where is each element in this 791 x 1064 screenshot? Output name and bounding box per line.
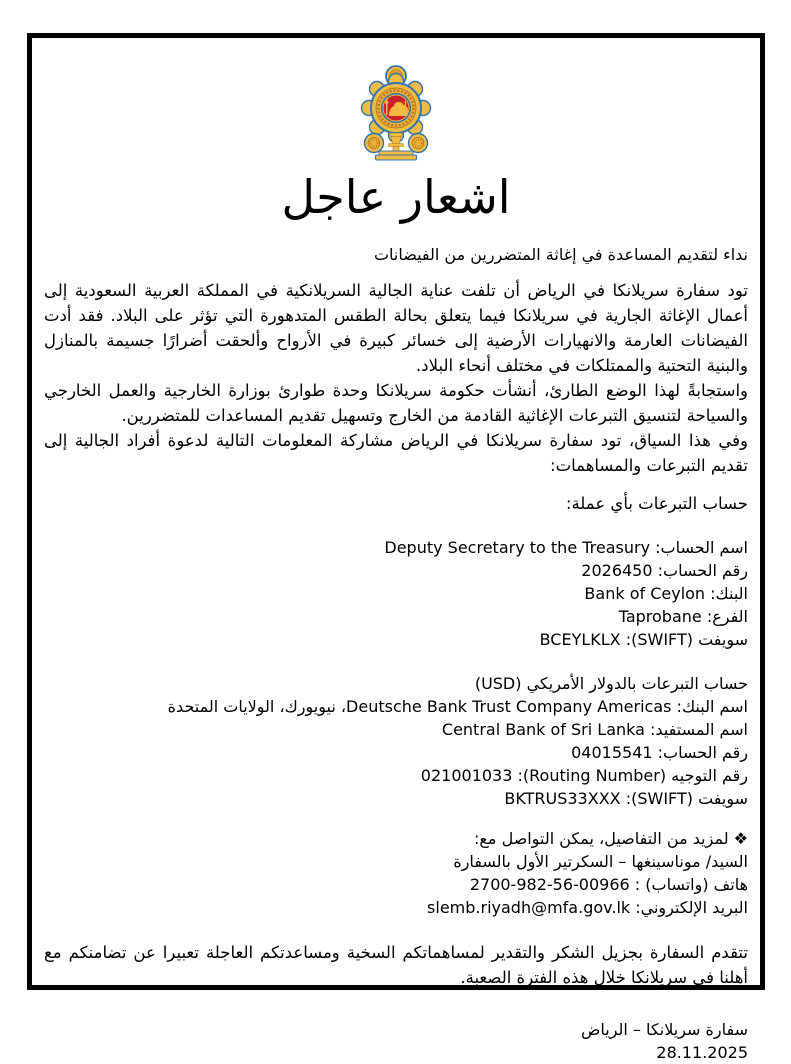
emblem-base: [376, 151, 417, 160]
usd-account-number-line: رقم الحساب: 04015541: [571, 743, 748, 762]
emblem-container: [44, 64, 748, 166]
account-name-line: اسم الحساب: Deputy Secretary to the Treasury: [384, 538, 748, 557]
usd-beneficiary-line: اسم المستفيد: Central Bank of Sri Lanka: [441, 720, 748, 739]
subtitle: نداء لتقديم المساعدة في إغاثة المتضررين من الفيضانات: [373, 245, 748, 264]
contact-email-line: البريد الإلكتروني: slemb.riyadh@mfa.gov.lk: [427, 898, 748, 917]
intro-paragraph-3: وفي هذا السياق، تود سفارة سريلانكا في الرياض مشاركة المعلومات التالية لدعوة أفراد الجالية إلى تقديم التبرعات والمساهمات:: [44, 431, 748, 475]
swift-line: سويفت (SWIFT): BCEYLKLX: [539, 630, 748, 649]
any-currency-account-details: [44, 536, 748, 651]
sun-disc-icon: [365, 134, 384, 153]
intro-paragraph-1: تود سفارة سريلانكا في الرياض أن تلفت عناية الجالية السريلانكية في المملكة العربية السعودية إلى أعمال الإغاثة الجارية في سريلانكا فيما يتعلق بحالة الطقس المتدهورة التي تؤثر على البلاد. فقد أدت الفيضانات العارمة والانهيارات الأرضية إلى خسائر كبيرة في الأرواح وألحقت أضرارًا جسيمة بالمنازل والبنية التحتية والممتلكات في مختلف أنحاء البلاد.: [44, 281, 748, 375]
contact-person-line: السيد/ موناسينغها – السكرتير الأول بالسفارة: [453, 852, 748, 871]
signature-line: سفارة سريلانكا – الرياض: [581, 1020, 748, 1039]
contact-heading: ❖ لمزيد من التفاصيل، يمكن التواصل مع:: [474, 829, 748, 848]
closing-paragraph: تتقدم السفارة بجزيل الشكر والتقدير لمساهماتكم السخية ومساعدتكم العاجلة تعبيرا عن تضامنكم مع أهلنا في سريلانكا خلال هذه الفترة الصعبة.: [44, 943, 748, 987]
document-page: [27, 33, 765, 1062]
contact-phone-line: هاتف (واتساب) : 00966-56-982-2700: [469, 875, 748, 894]
intro-section: [44, 278, 748, 478]
sword-icon: [386, 98, 388, 115]
usd-swift-line: سويفت (SWIFT): BKTRUS33XXX: [504, 789, 748, 808]
date-line: 28.11.2025: [656, 1043, 748, 1062]
lion-disc-icon: [381, 93, 411, 123]
any-currency-account-heading: حساب التبرعات بأي عملة:: [565, 494, 748, 513]
usd-bank-name-line: اسم البنك: Deutsche Bank Trust Company Americas، نيويورك، الولايات المتحدة: [167, 697, 748, 716]
usd-routing-number-line: رقم التوجيه (Routing Number): 021001033: [420, 766, 748, 785]
contact-section: [44, 827, 748, 919]
punkalasa-pedestal-icon: [389, 133, 404, 151]
sri-lanka-emblem-icon: [350, 64, 442, 162]
bank-line: البنك: Bank of Ceylon: [584, 584, 748, 603]
page-title: اشعار عاجل: [281, 170, 511, 224]
intro-paragraph-2: واستجابةً لهذا الوضع الطارئ، أنشأت حكومة سريلانكا وحدة طوارئ بوزارة الخارجية والعمل الخارجي والسياحة لتنسيق التبرعات الإغاثية القادمة من الخارج وتسهيل تقديم المساعدات للمتضررين.: [44, 381, 748, 425]
usd-account-heading: حساب التبرعات بالدولار الأمريكي (USD): [474, 674, 748, 693]
branch-line: الفرع: Taprobane: [618, 607, 748, 626]
usd-account-details: [44, 672, 748, 810]
moon-disc-icon: [409, 134, 428, 153]
account-number-line: رقم الحساب: 2026450: [581, 561, 748, 580]
